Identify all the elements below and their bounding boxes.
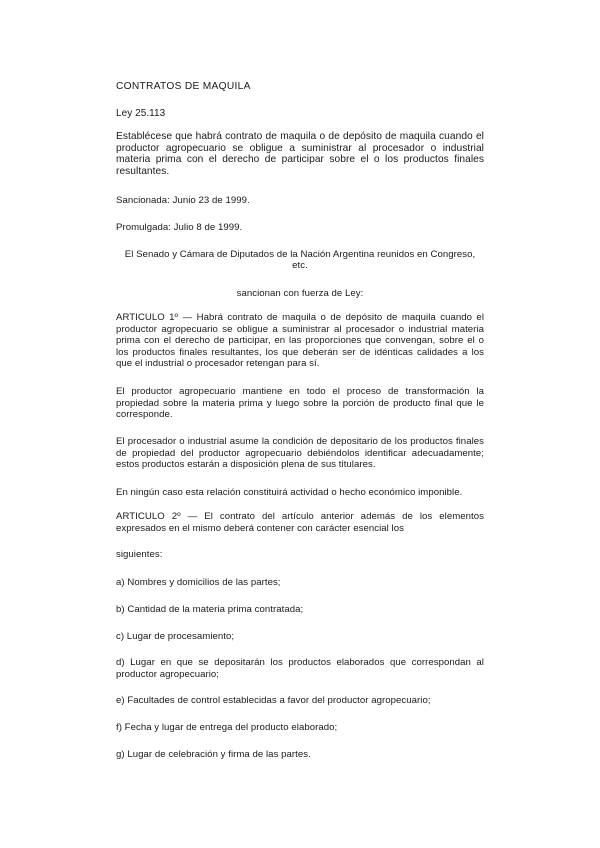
list-item: b) Cantidad de la materia prima contratada;: [116, 604, 304, 615]
paragraph-tax: En ningún caso esta relación constituirá actividad o hecho económico imponible.: [116, 487, 463, 498]
law-summary: Establécese que habrá contrato de maquila o de depósito de maquila cuando el productor agropecuario se obligue a suministrar al procesador o industrial materia prima con el derecho de participar sobre el o los productos finales resultantes.: [116, 131, 484, 177]
list-item: c) Lugar de procesamiento;: [116, 631, 235, 642]
article-1: ARTICULO 1º — Habrá contrato de maquila o de depósito de maquila cuando el productor agropecuario se obligue a suministrar al procesador o industrial materia prima con el derecho de participar, en las proporciones que convengan, sobre el o los productos finales resultantes, los que deberán ser de idénticas calidades a los que el industrial o procesador retengan para sí.: [116, 312, 484, 369]
sanction-date: Sancionada: Junio 23 de 1999.: [116, 195, 250, 206]
list-item: e) Facultades de control establecidas a favor del productor agropecuario;: [116, 695, 431, 706]
enacting-formula: sancionan con fuerza de Ley:: [236, 288, 364, 299]
list-item: a) Nombres y domicilios de las partes;: [116, 577, 281, 588]
list-item: f) Fecha y lugar de entrega del producto elaborado;: [116, 722, 338, 733]
law-number: Ley 25.113: [116, 108, 166, 119]
article-2: ARTICULO 2º — El contrato del artículo anterior además de los elementos expresados en el mismo deberá contener con carácter esencial los: [116, 511, 484, 534]
promulgation-date: Promulgada: Julio 8 de 1999.: [116, 222, 243, 233]
enacting-clause-line2: etc.: [292, 260, 308, 271]
list-intro: siguientes:: [116, 549, 163, 560]
document-title: CONTRATOS DE MAQUILA: [116, 81, 251, 92]
enacting-clause-line1: El Senado y Cámara de Diputados de la Nación Argentina reunidos en Congreso,: [124, 249, 476, 260]
paragraph-depositary: El procesador o industrial asume la condición de depositario de los productos finales de propiedad del productor agropecuario debiéndolos identificar adecuadamente; estos productos estarán a disposición plena de sus titulares.: [116, 436, 484, 470]
list-item: d) Lugar en que se depositarán los productos elaborados que correspondan al productor agropecuario;: [116, 657, 484, 680]
paragraph-ownership: El productor agropecuario mantiene en todo el proceso de transformación la propiedad sobre la materia prima y luego sobre la porción de producto final que le corresponde.: [116, 386, 484, 420]
list-item: g) Lugar de celebración y firma de las partes.: [116, 749, 311, 760]
